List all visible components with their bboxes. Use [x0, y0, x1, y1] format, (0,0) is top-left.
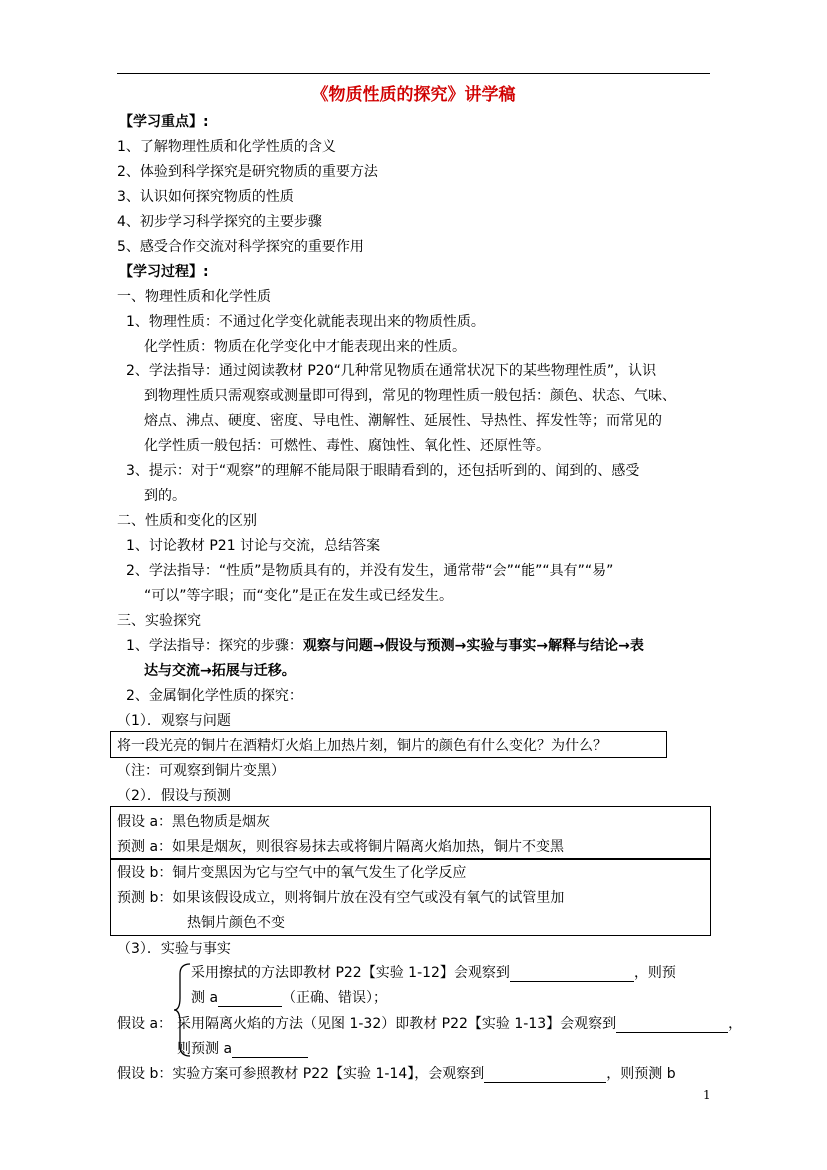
blank-observe-2[interactable] [616, 1018, 728, 1033]
hypothesis-b-experiment [117, 1063, 676, 1083]
method1-line1 [191, 962, 676, 982]
process-heading: 【学习过程】: [119, 264, 209, 280]
step1-heading: （1）．观察与问题 [117, 713, 231, 729]
sec3-steps: 观察与问题→假设与预测→实验与事实→解释与结论→表 [302, 638, 644, 654]
focus-item-5: 5、感受合作交流对科学探究的重要作用 [117, 239, 364, 255]
page-number: 1 [703, 1088, 711, 1102]
header-rule [117, 73, 710, 74]
method1-options: （正确、错误）； [282, 990, 388, 1006]
method2-tail: ， [728, 1016, 743, 1032]
question-text: 将一段光亮的铜片在酒精灯火焰上加热片刻，铜片的颜色有什么变化？为什么？ [117, 738, 607, 754]
step2-heading: （2）．假设与预测 [117, 788, 231, 804]
step3-heading: （3）．实验与事实 [117, 941, 231, 957]
focus-item-1: 1、了解物理性质和化学性质的含义 [117, 139, 336, 155]
focus-heading: 【学习重点】: [119, 114, 209, 130]
method1-pred-label: 测 a [191, 990, 219, 1006]
sec1-p2-line2: 到物理性质只需观察或测量即可得到，常见的物理性质一般包括：颜色、状态、气味、 [144, 388, 676, 404]
focus-item-4: 4、初步学习科学探究的主要步骤 [117, 214, 322, 230]
sec1-p1: 1、物理性质：不通过化学变化就能表现出来的物质性质。 [126, 314, 485, 330]
sec1-heading: 一、物理性质和化学性质 [117, 289, 271, 305]
blank-observe-3[interactable] [484, 1068, 606, 1083]
blank-observe-1[interactable] [510, 967, 634, 982]
method1-line2 [191, 987, 387, 1007]
sec3-heading: 三、实验探究 [117, 613, 201, 629]
blank-predict-a-2[interactable] [232, 1043, 308, 1058]
prediction-a: 预测 a：如果是烟灰，则很容易抹去或将铜片隔离火焰加热，铜片不变黑 [117, 839, 565, 855]
hypothesis-b: 假设 b：铜片变黑因为它与空气中的氧气发生了化学反应 [117, 865, 467, 881]
sec1-p2-line3: 熔点、沸点、硬度、密度、导电性、潮解性、延展性、导热性、挥发性等；而常见的 [144, 413, 662, 429]
sec3-p2: 2、金属铜化学性质的探究： [126, 688, 303, 704]
sec2-heading: 二、性质和变化的区别 [117, 513, 257, 529]
sec2-p2-line1: 2、学法指导：“性质”是物质具有的，并没有发生，通常带“会”“能”“具有”“易” [126, 563, 614, 579]
method2-pred-label: 则预测 a [177, 1041, 233, 1057]
sec3-p1-prefix: 1、学法指导：探究的步骤： [126, 638, 303, 654]
blank-predict-a-1[interactable] [218, 992, 282, 1007]
sec3-p1-line1 [126, 635, 644, 655]
hypothesis-a: 假设 a：黑色物质是烟灰 [117, 814, 271, 830]
method2-text: 采用隔离火焰的方法（见图 1-32）即教材 P22【实验 1-13】会观察到 [177, 1016, 617, 1032]
sec1-p1b: 化学性质：物质在化学变化中才能表现出来的性质。 [144, 339, 466, 355]
sec1-p2-line4: 化学性质一般包括：可燃性、毒性、腐蚀性、氧化性、还原性等。 [144, 438, 550, 454]
page-title: 《物质性质的探究》讲学稿 [311, 85, 516, 105]
focus-item-2: 2、体验到科学探究是研究物质的重要方法 [117, 164, 378, 180]
method2-line1 [177, 1013, 742, 1033]
method1-tail: ，则预 [633, 965, 676, 981]
prediction-b-line2: 热铜片颜色不变 [187, 915, 285, 931]
sec2-p1: 1、讨论教材 P21 讨论与交流，总结答案 [126, 538, 381, 554]
observation-note: （注：可观察到铜片变黑） [117, 763, 285, 779]
sec2-p2-line2: “可以”等字眼；而“变化”是正在发生或已经发生。 [144, 588, 454, 604]
experiment-b-text: 假设 b：实验方案可参照教材 P22【实验 1-14】，会观察到 [117, 1066, 485, 1082]
hypothesis-a-label: 假设 a： [117, 1016, 173, 1032]
sec1-p3-line1: 3、提示：对于“观察”的理解不能局限于眼睛看到的，还包括听到的、闻到的、感受 [126, 463, 640, 479]
sec1-p3-line2: 到的。 [144, 488, 186, 504]
focus-item-3: 3、认识如何探究物质的性质 [117, 189, 294, 205]
method2-line2 [177, 1038, 308, 1058]
experiment-b-tail: ，则预测 b [606, 1066, 676, 1082]
method1-text: 采用擦拭的方法即教材 P22【实验 1-12】会观察到 [191, 965, 510, 981]
prediction-b-line1: 预测 b：如果该假设成立，则将铜片放在没有空气或没有氧气的试管里加 [117, 890, 565, 906]
sec1-p2-line1: 2、学法指导：通过阅读教材 P20“几种常见物质在通常状况下的某些物理性质”，认识 [126, 363, 657, 379]
sec3-p1-line2: 达与交流→拓展与迁移。 [144, 663, 296, 679]
